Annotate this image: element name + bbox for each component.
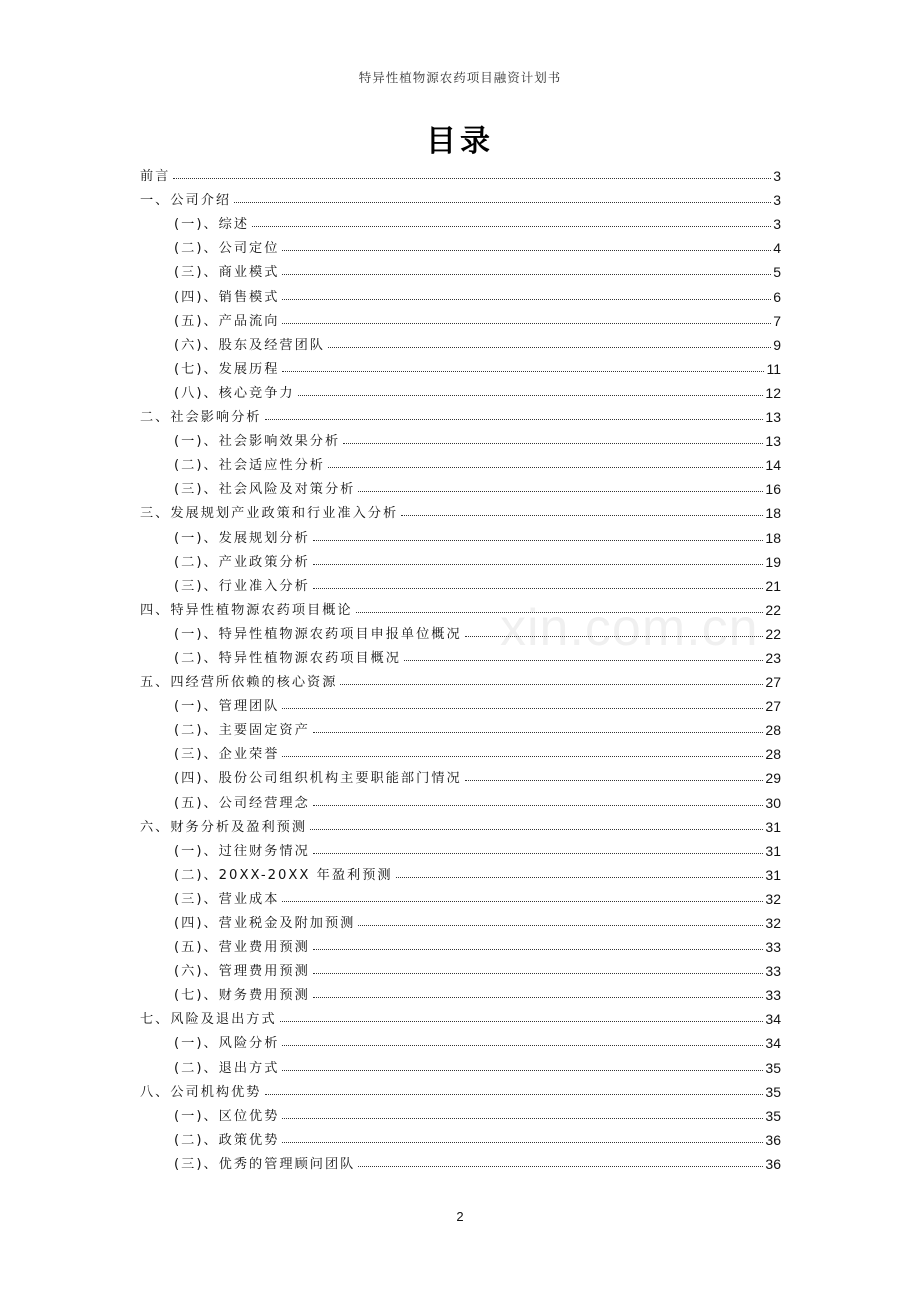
toc-entry-page: 32 bbox=[765, 890, 781, 907]
toc-subentry[interactable] bbox=[140, 835, 781, 859]
toc-entry-page: 4 bbox=[773, 240, 781, 257]
toc-entry-label: (五)、营业费用预测 bbox=[174, 940, 310, 956]
toc-leader-dots bbox=[282, 371, 764, 372]
toc-entry[interactable] bbox=[140, 497, 781, 521]
toc-entry-page: 22 bbox=[765, 625, 781, 642]
toc-subentry[interactable] bbox=[140, 1027, 781, 1051]
toc-entry-label: 五、四经营所依赖的核心资源 bbox=[140, 675, 338, 691]
toc-leader-dots bbox=[234, 202, 771, 203]
toc-entry-page: 33 bbox=[765, 987, 781, 1004]
toc-leader-dots bbox=[265, 1094, 764, 1095]
toc-leader-dots bbox=[358, 491, 763, 492]
page-number: 2 bbox=[456, 1209, 464, 1224]
toc-entry-page: 6 bbox=[773, 288, 781, 305]
toc-entry-label: 七、风险及退出方式 bbox=[140, 1012, 277, 1028]
toc-leader-dots bbox=[298, 395, 764, 396]
toc-entry-label: 二、社会影响分析 bbox=[140, 410, 262, 426]
toc-leader-dots bbox=[396, 877, 764, 878]
toc-entry-page: 28 bbox=[765, 746, 781, 763]
toc-entry-page: 13 bbox=[765, 409, 781, 426]
toc-leader-dots bbox=[358, 925, 763, 926]
toc-subentry[interactable] bbox=[140, 232, 781, 256]
toc-subentry[interactable] bbox=[140, 570, 781, 594]
toc-entry-page: 27 bbox=[765, 674, 781, 691]
toc-subentry[interactable] bbox=[140, 521, 781, 545]
toc-entry-label: (五)、公司经营理念 bbox=[174, 795, 310, 811]
toc-entry-page: 21 bbox=[765, 577, 781, 594]
watermark: xin.com.cn bbox=[500, 599, 759, 657]
toc-entry-label: (六)、股东及经营团队 bbox=[174, 337, 325, 353]
toc-leader-dots bbox=[313, 564, 764, 565]
toc-entry-label: (四)、营业税金及附加预测 bbox=[174, 916, 356, 931]
toc-leader-dots bbox=[252, 226, 771, 227]
toc-entry[interactable] bbox=[140, 401, 781, 425]
toc-subentry[interactable] bbox=[140, 931, 781, 955]
toc-leader-dots bbox=[282, 1142, 763, 1143]
toc-entry-label: (一)、区位优势 bbox=[174, 1108, 280, 1124]
toc-entry-page: 28 bbox=[765, 722, 781, 739]
toc-entry-label: (二)、社会适应性分析 bbox=[174, 458, 325, 474]
toc-subentry[interactable] bbox=[140, 738, 781, 762]
toc-entry-label: (四)、销售模式 bbox=[174, 289, 280, 305]
toc-leader-dots bbox=[328, 467, 763, 468]
toc-entry-page: 7 bbox=[773, 312, 781, 329]
toc-entry-label: 六、财务分析及盈利预测 bbox=[140, 819, 308, 835]
toc-leader-dots bbox=[313, 732, 764, 733]
toc-leader-dots bbox=[343, 443, 763, 444]
toc-entry-label: 三、发展规划产业政策和行业准入分析 bbox=[140, 506, 399, 522]
toc-subentry[interactable] bbox=[140, 208, 781, 232]
toc-entry-page: 16 bbox=[765, 481, 781, 498]
toc-entry-label: (一)、综述 bbox=[174, 217, 250, 233]
toc-leader-dots bbox=[313, 997, 764, 998]
toc-leader-dots bbox=[340, 684, 763, 685]
toc-leader-dots bbox=[282, 1118, 763, 1119]
toc-leader-dots bbox=[282, 756, 763, 757]
toc-entry-page: 35 bbox=[765, 1107, 781, 1124]
toc-entry-label: (一)、风险分析 bbox=[174, 1036, 280, 1052]
toc-leader-dots bbox=[173, 178, 771, 179]
toc-leader-dots bbox=[328, 347, 771, 348]
toc-entry-page: 22 bbox=[765, 601, 781, 618]
toc-entry[interactable] bbox=[140, 1076, 781, 1100]
toc-subentry[interactable] bbox=[140, 1100, 781, 1124]
toc-entry-page: 11 bbox=[766, 360, 781, 377]
toc-leader-dots bbox=[282, 250, 771, 251]
toc-entry[interactable] bbox=[140, 811, 781, 835]
toc-subentry[interactable] bbox=[140, 329, 781, 353]
toc-entry[interactable] bbox=[140, 160, 781, 184]
toc-subentry[interactable] bbox=[140, 714, 781, 738]
toc-entry-label: (二)、产业政策分析 bbox=[174, 554, 310, 570]
toc-entry-page: 23 bbox=[765, 649, 781, 666]
toc-entry-label: (二)、政策优势 bbox=[174, 1132, 280, 1148]
toc-entry-page: 31 bbox=[765, 818, 781, 835]
toc-entry-label: (一)、特异性植物源农药项目申报单位概况 bbox=[174, 626, 462, 642]
toc-entry-label: (一)、发展规划分析 bbox=[174, 530, 310, 546]
toc-entry-page: 31 bbox=[765, 842, 781, 859]
table-of-contents bbox=[140, 160, 781, 1172]
toc-subentry[interactable] bbox=[140, 256, 781, 280]
toc-subentry[interactable] bbox=[140, 907, 781, 931]
toc-leader-dots bbox=[313, 540, 764, 541]
toc-entry-page: 33 bbox=[765, 939, 781, 956]
toc-leader-dots bbox=[404, 660, 764, 661]
toc-leader-dots bbox=[282, 299, 771, 300]
toc-leader-dots bbox=[465, 780, 764, 781]
toc-entry-label: 四、特异性植物源农药项目概论 bbox=[140, 602, 353, 618]
toc-entry-page: 14 bbox=[765, 457, 781, 474]
running-header: 特异性植物源农药项目融资计划书 bbox=[358, 70, 562, 85]
toc-entry-label: (一)、社会影响效果分析 bbox=[174, 434, 341, 450]
toc-entry-label: (二)、公司定位 bbox=[174, 241, 280, 257]
toc-entry-page: 5 bbox=[773, 264, 781, 281]
toc-entry-page: 34 bbox=[765, 1011, 781, 1028]
toc-subentry[interactable] bbox=[140, 305, 781, 329]
toc-entry-page: 29 bbox=[765, 770, 781, 787]
toc-entry-page: 12 bbox=[765, 384, 781, 401]
toc-entry-page: 3 bbox=[773, 168, 781, 185]
toc-entry-page: 36 bbox=[765, 1155, 781, 1172]
toc-leader-dots bbox=[310, 829, 763, 830]
toc-title: 目录 bbox=[426, 124, 494, 159]
toc-subentry[interactable] bbox=[140, 425, 781, 449]
toc-leader-dots bbox=[282, 323, 771, 324]
toc-subentry[interactable] bbox=[140, 786, 781, 810]
toc-entry-label: (三)、营业成本 bbox=[174, 891, 280, 907]
toc-subentry[interactable] bbox=[140, 546, 781, 570]
toc-subentry[interactable] bbox=[140, 1051, 781, 1075]
toc-entry-label: (二)、退出方式 bbox=[174, 1060, 280, 1076]
toc-subentry[interactable] bbox=[140, 449, 781, 473]
toc-entry-page: 27 bbox=[765, 698, 781, 715]
toc-entry-page: 3 bbox=[773, 192, 781, 209]
toc-entry-page: 35 bbox=[765, 1083, 781, 1100]
toc-leader-dots bbox=[313, 973, 764, 974]
toc-entry-page: 9 bbox=[773, 336, 781, 353]
toc-leader-dots bbox=[265, 419, 764, 420]
toc-entry-label: (三)、优秀的管理顾问团队 bbox=[174, 1156, 356, 1172]
toc-entry-label: 八、公司机构优势 bbox=[140, 1084, 262, 1100]
toc-entry-page: 19 bbox=[765, 553, 781, 570]
toc-entry-label: (八)、核心竞争力 bbox=[174, 385, 295, 401]
toc-entry[interactable] bbox=[140, 184, 781, 208]
toc-subentry[interactable] bbox=[140, 762, 781, 786]
toc-leader-dots bbox=[282, 274, 771, 275]
toc-leader-dots bbox=[280, 1021, 764, 1022]
toc-leader-dots bbox=[358, 1166, 763, 1167]
toc-entry-page: 36 bbox=[765, 1131, 781, 1148]
toc-entry-page: 35 bbox=[765, 1059, 781, 1076]
toc-entry-page: 32 bbox=[765, 915, 781, 931]
toc-entry-label: (一)、管理团队 bbox=[174, 699, 280, 715]
toc-entry-label: (四)、股份公司组织机构主要职能部门情况 bbox=[174, 771, 462, 787]
toc-leader-dots bbox=[313, 588, 764, 589]
toc-subentry[interactable] bbox=[140, 1124, 781, 1148]
toc-subentry[interactable] bbox=[140, 859, 781, 883]
toc-subentry[interactable] bbox=[140, 690, 781, 714]
toc-leader-dots bbox=[282, 901, 763, 902]
toc-entry-label: (三)、企业荣誉 bbox=[174, 747, 280, 763]
toc-entry-label: (六)、管理费用预测 bbox=[174, 964, 310, 980]
toc-leader-dots bbox=[282, 1070, 763, 1071]
toc-entry-label: (五)、产品流向 bbox=[174, 313, 280, 329]
toc-entry-label: 一、公司介绍 bbox=[140, 193, 232, 209]
toc-entry-label: (二)、特异性植物源农药项目概况 bbox=[174, 650, 401, 666]
toc-subentry[interactable] bbox=[140, 979, 781, 1003]
toc-subentry[interactable] bbox=[140, 473, 781, 497]
toc-subentry[interactable] bbox=[140, 883, 781, 907]
toc-subentry[interactable] bbox=[140, 353, 781, 377]
toc-entry-page: 13 bbox=[765, 433, 781, 450]
toc-entry-label: (三)、行业准入分析 bbox=[174, 578, 310, 594]
toc-leader-dots bbox=[313, 949, 764, 950]
toc-entry-page: 34 bbox=[765, 1035, 781, 1052]
toc-subentry[interactable] bbox=[140, 377, 781, 401]
toc-subentry[interactable] bbox=[140, 280, 781, 304]
toc-leader-dots bbox=[282, 1045, 763, 1046]
toc-subentry[interactable] bbox=[140, 1148, 781, 1172]
toc-leader-dots bbox=[313, 805, 764, 806]
toc-entry-page: 3 bbox=[773, 216, 781, 233]
toc-entry-page: 30 bbox=[765, 794, 781, 811]
toc-entry-label: (一)、过往财务情况 bbox=[174, 843, 310, 859]
toc-entry-label: (三)、商业模式 bbox=[174, 265, 280, 281]
toc-leader-dots bbox=[313, 853, 764, 854]
toc-entry-page: 18 bbox=[765, 529, 781, 546]
toc-entry-page: 33 bbox=[765, 963, 781, 980]
toc-leader-dots bbox=[401, 515, 763, 516]
toc-entry-page: 31 bbox=[765, 866, 781, 883]
toc-entry-label: (三)、社会风险及对策分析 bbox=[174, 482, 356, 498]
toc-entry-page: 18 bbox=[765, 505, 781, 522]
toc-entry-label: (七)、发展历程 bbox=[174, 361, 280, 377]
toc-entry-label: (二)、20XX-20XX 年盈利预测 bbox=[174, 867, 393, 883]
toc-entry[interactable] bbox=[140, 1003, 781, 1027]
toc-entry-label: (二)、主要固定资产 bbox=[174, 723, 310, 739]
toc-entry[interactable] bbox=[140, 666, 781, 690]
toc-leader-dots bbox=[282, 708, 763, 709]
toc-entry-label: 前言 bbox=[140, 169, 171, 185]
toc-entry-label: (七)、财务费用预测 bbox=[174, 988, 310, 1004]
toc-subentry[interactable] bbox=[140, 955, 781, 979]
